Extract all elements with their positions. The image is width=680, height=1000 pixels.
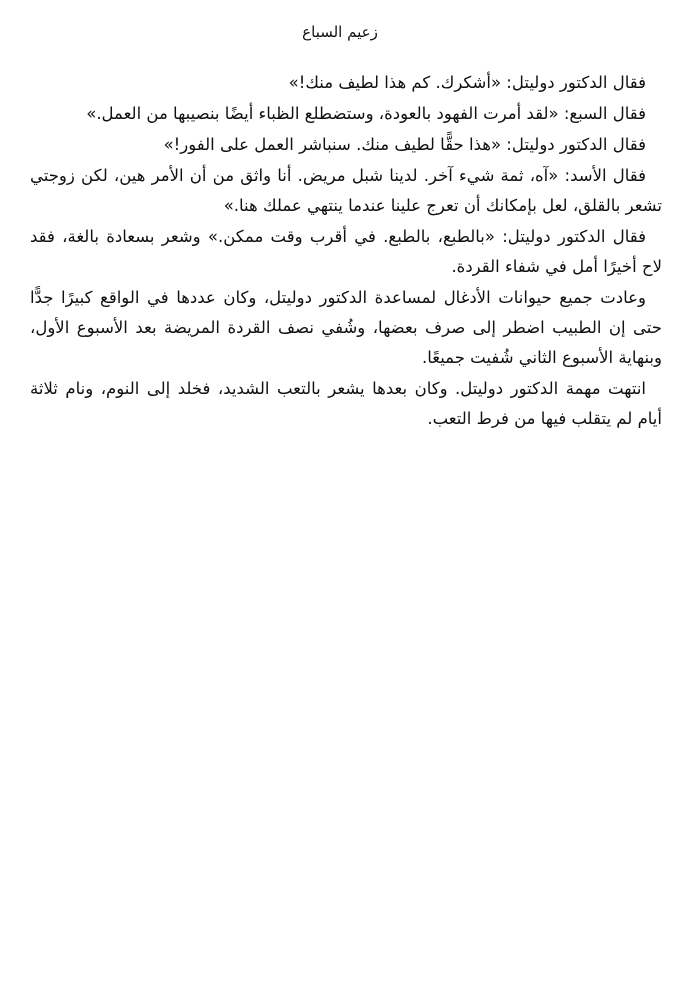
paragraph-7: انتهت مهمة الدكتور دوليتل. وكان بعدها يشعر بالتعب الشديد، فخلد إلى النوم، ونام ثلاثة أيام لم يتقلب فيها من فرط التعب. [30,379,662,428]
body-text [30,68,662,435]
paragraph-2: فقال السبع: «لقد أمرت الفهود بالعودة، وستضطلع الظباء أيضًا بنصيبها من العمل.» [86,104,646,123]
paragraph-5: فقال الدكتور دوليتل: «بالطبع، بالطبع. في أقرب وقت ممكن.» وشعر بسعادة بالغة، فقد لاح أخيرًا أمل في شفاء القردة. [30,227,662,276]
running-header-title: زعيم السباع [302,23,378,41]
paragraph-1: فقال الدكتور دوليتل: «أشكرك. كم هذا لطيف منك!» [288,73,646,92]
paragraph-4: فقال الأسد: «آه، ثمة شيء آخر. لدينا شبل مريض. أنا واثق من أن الأمر هين، لكن زوجتي تشعر بالقلق، لعل بإمكانك أن تعرج علينا عندما ينتهي عملك هنا.» [30,166,662,215]
paragraph-3: فقال الدكتور دوليتل: «هذا حقًّا لطيف منك. سنباشر العمل على الفور!» [163,135,646,154]
paragraph-6: وعادت جميع حيوانات الأدغال لمساعدة الدكتور دوليتل، وكان عددها في الواقع كبيرًا جدًّا حتى إن الطبيب اضطر إلى صرف بعضها، وشُفي نصف القردة المريضة بعد الأسبوع الأول، وبنهاية الأسبوع الثاني شُفيت جميعًا. [30,288,662,367]
